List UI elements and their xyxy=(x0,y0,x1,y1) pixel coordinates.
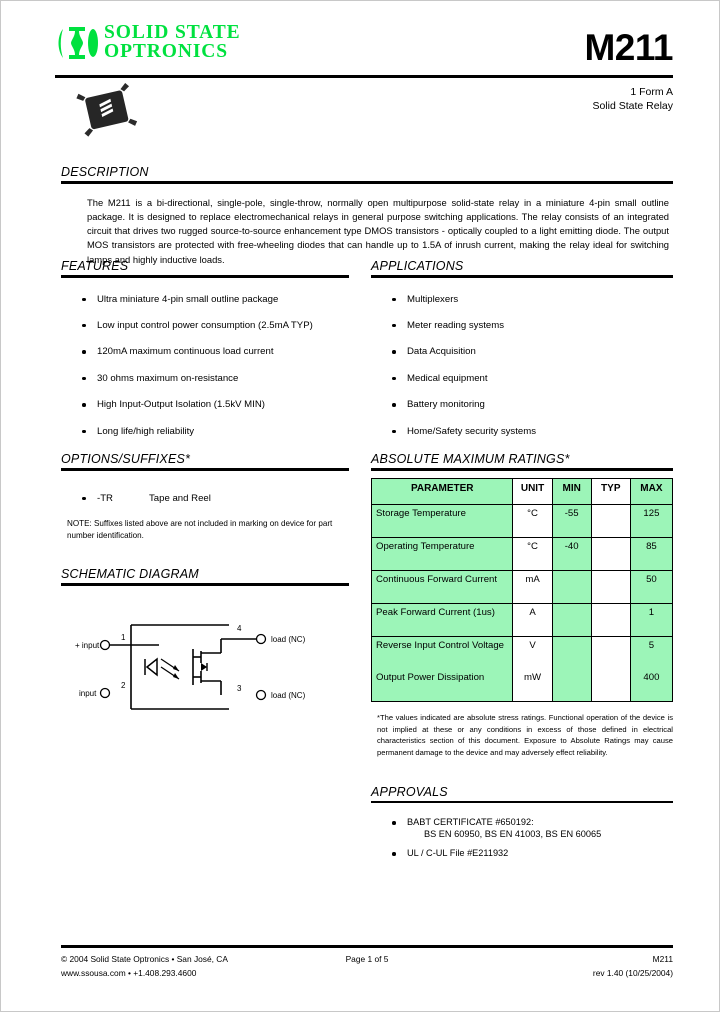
logo-line-2: OPTRONICS xyxy=(104,41,229,62)
list-item: Battery monitoring xyxy=(371,399,673,411)
schematic-pin4-label: load (NC) xyxy=(271,634,306,644)
list-item: 30 ohms maximum on-resistance xyxy=(61,373,349,385)
features-section xyxy=(61,259,349,438)
cell-unit: °C xyxy=(513,504,552,537)
column-header-min: MIN xyxy=(552,478,591,504)
schematic-pin1-number: 1 xyxy=(121,632,126,642)
table-row xyxy=(372,537,673,570)
product-subtitle xyxy=(592,85,673,113)
schematic-divider xyxy=(61,583,349,586)
footer-website[interactable]: www.ssousa.com • +1.408.293.4600 xyxy=(61,968,197,978)
option-suffix: -TR xyxy=(97,492,113,504)
cell-parameter: Storage Temperature xyxy=(372,504,513,537)
cell-parameter: Reverse Input Control Voltage xyxy=(372,636,513,669)
options-divider xyxy=(61,468,349,471)
cell-unit: °C xyxy=(513,537,552,570)
logo-wordmark xyxy=(104,24,241,61)
ratings-section xyxy=(371,452,673,759)
subtitle-line-2: Solid State Relay xyxy=(592,100,673,113)
applications-divider xyxy=(371,275,673,278)
cell-max: 85 xyxy=(630,537,672,570)
cell-unit: mW xyxy=(513,669,552,702)
description-section xyxy=(61,165,673,267)
sso-logo-icon xyxy=(55,23,99,63)
cell-min xyxy=(552,636,591,669)
cell-typ xyxy=(591,504,630,537)
company-logo xyxy=(55,23,241,63)
list-item xyxy=(371,817,673,841)
table-row xyxy=(372,636,673,669)
cell-typ xyxy=(591,603,630,636)
cell-max: 1 xyxy=(630,603,672,636)
cell-parameter: Operating Temperature xyxy=(372,537,513,570)
approval-babt-standards: BS EN 60950, BS EN 41003, BS EN 60065 xyxy=(424,829,602,840)
list-item: Low input control power consumption (2.5mA TYP) xyxy=(61,320,349,332)
option-row xyxy=(61,493,349,504)
list-item: Multiplexers xyxy=(371,294,673,306)
list-item: Ultra miniature 4-pin small outline package xyxy=(61,294,349,306)
footer-part-number: M211 xyxy=(652,954,673,964)
page-header xyxy=(53,22,673,113)
column-header-max: MAX xyxy=(630,478,672,504)
cell-min xyxy=(552,570,591,603)
features-list xyxy=(61,285,349,438)
list-item: Long life/high reliability xyxy=(61,426,349,438)
cell-parameter: Peak Forward Current (1us) xyxy=(372,603,513,636)
description-body: The M211 is a bi-directional, single-pole, single-throw, normally open multipurpose solid-state relay in a miniature 4-pin small outline package. It is designed to replace electromechanical relays in general purpose switching applications. The relay consists of an integrated circuit that drives two rugged source-to-source enhancement type DMOS transistors - optically coupled to a light emitting diode. The output MOS transistors are protected with free-wheeling diodes that can handle up to 1.5A of inrush current, making the relay ideal for switching lamps and highly inductive loads. xyxy=(87,196,669,265)
cell-max: 50 xyxy=(630,570,672,603)
cell-min xyxy=(552,603,591,636)
features-heading: FEATURES xyxy=(61,259,129,273)
column-header-parameter: PARAMETER xyxy=(372,478,513,504)
list-item: Medical equipment xyxy=(371,373,673,385)
list-item: 120mA maximum continuous load current xyxy=(61,346,349,358)
cell-unit: V xyxy=(513,636,552,669)
cell-min: -40 xyxy=(552,537,591,570)
footer-copyright: © 2004 Solid State Optronics • San José, CA xyxy=(61,954,228,964)
footer-revision: rev 1.40 (10/25/2004) xyxy=(592,968,673,978)
ratings-table xyxy=(371,478,673,702)
approvals-section xyxy=(371,785,673,860)
list-item: UL / C-UL File #E211932 xyxy=(371,848,673,860)
left-column xyxy=(61,259,349,730)
table-row xyxy=(372,669,673,702)
cell-typ xyxy=(591,636,630,669)
cell-typ xyxy=(591,570,630,603)
schematic-pin3-label: load (NC) xyxy=(271,690,306,700)
schematic-section xyxy=(61,567,349,730)
footer-row-1 xyxy=(61,953,673,967)
cell-min: -55 xyxy=(552,504,591,537)
column-header-unit: UNIT xyxy=(513,478,552,504)
applications-section xyxy=(371,259,673,438)
header-divider xyxy=(55,75,673,78)
ratings-note: *The values indicated are absolute stress ratings. Functional operation of the device is not implied at these or any conditions in excess of those defined in electrical characteristics section of this document. Exposure to Absolute Ratings may cause permanent damage to the device and may adversely effect reliability. xyxy=(377,712,673,758)
logo-line-1: SOLID STATE xyxy=(104,22,241,44)
footer-row-2 xyxy=(61,967,673,981)
features-divider xyxy=(61,275,349,278)
schematic-pin2-label: input xyxy=(79,688,97,698)
table-row xyxy=(372,504,673,537)
footer-page-number: Page 1 of 5 xyxy=(345,954,389,964)
cell-parameter: Continuous Forward Current xyxy=(372,570,513,603)
cell-unit: mA xyxy=(513,570,552,603)
ratings-heading: ABSOLUTE MAXIMUM RATINGS* xyxy=(371,452,570,467)
schematic-pin4-number: 4 xyxy=(237,623,242,633)
applications-list xyxy=(371,285,673,438)
list-item: High Input-Output Isolation (1.5kV MIN) xyxy=(61,399,349,411)
approvals-list xyxy=(371,810,673,860)
cell-max: 400 xyxy=(630,669,672,702)
schematic-pin1-label: + input xyxy=(75,640,100,650)
description-heading: DESCRIPTION xyxy=(61,165,149,179)
options-note: NOTE: Suffixes listed above are not included in marking on device for part number identification. xyxy=(67,518,333,540)
right-column xyxy=(371,259,673,867)
smd-4pin-package-icon xyxy=(73,83,139,139)
subtitle-line-1: 1 Form A xyxy=(630,86,673,98)
list-item: Data Acquisition xyxy=(371,346,673,358)
table-row xyxy=(372,603,673,636)
list-item: Home/Safety security systems xyxy=(371,426,673,438)
schematic-diagram xyxy=(61,607,349,725)
cell-unit: A xyxy=(513,603,552,636)
schematic-heading: SCHEMATIC DIAGRAM xyxy=(61,567,199,582)
cell-typ xyxy=(591,537,630,570)
applications-heading: APPLICATIONS xyxy=(371,259,464,273)
page-footer xyxy=(61,953,673,981)
approvals-heading: APPROVALS xyxy=(371,784,448,799)
page-content xyxy=(53,23,673,983)
page-title: M211 xyxy=(584,27,673,68)
approval-babt-certificate: BABT CERTIFICATE #650192: xyxy=(407,817,534,828)
schematic-pin3-number: 3 xyxy=(237,683,242,693)
cell-max: 5 xyxy=(630,636,672,669)
cell-max: 125 xyxy=(630,504,672,537)
ratings-divider xyxy=(371,468,673,471)
approvals-divider xyxy=(371,801,673,804)
table-header-row xyxy=(372,478,673,504)
options-section xyxy=(61,452,349,541)
cell-typ xyxy=(591,669,630,702)
cell-parameter: Output Power Dissipation xyxy=(372,669,513,702)
options-heading: OPTIONS/SUFFIXES* xyxy=(61,452,191,467)
list-item: Meter reading systems xyxy=(371,320,673,332)
option-description: Tape and Reel xyxy=(149,492,211,504)
schematic-pin2-number: 2 xyxy=(121,680,126,690)
column-header-typ: TYP xyxy=(591,478,630,504)
footer-divider xyxy=(61,945,673,948)
cell-min xyxy=(552,669,591,702)
description-divider xyxy=(61,181,673,184)
table-row xyxy=(372,570,673,603)
